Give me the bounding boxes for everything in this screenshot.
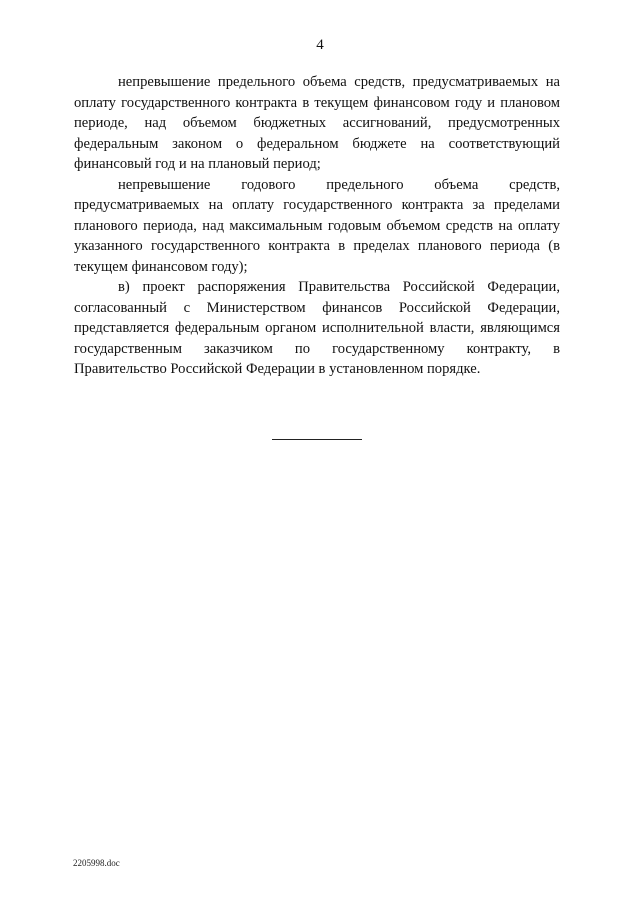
end-of-text-divider [272, 439, 362, 440]
paragraph-draft-order: в) проект распоряжения Правительства Российской Федерации, согласованный с Министерством финансов Российской Федерации, представляется федеральным органом исполнительной власти, являющимся государственным заказчиком по государственному контракту, в Правительство Российской Федерации в установленном порядке. [74, 279, 560, 377]
document-body [74, 72, 560, 380]
page-number: 4 [316, 37, 324, 53]
footer-filename: 2205998.doc [73, 858, 120, 868]
paragraph-annual-limit: непревышение годового предельного объема средств, предусматриваемых на оплату государственного контракта за пределами планового периода, над максимальным годовым объемом средств на оплату указанного государственного контракта в пределах планового периода (в текущем финансовом году); [74, 176, 560, 275]
paragraph-budget-limit: непревышение предельного объема средств, предусматриваемых на оплату государственного контракта в текущем финансовом году и плановом периоде, над объемом бюджетных ассигнований, предусмотренных федеральным законом о федеральном бюджете на соответствующий финансовый год и на плановый период; [74, 74, 560, 172]
